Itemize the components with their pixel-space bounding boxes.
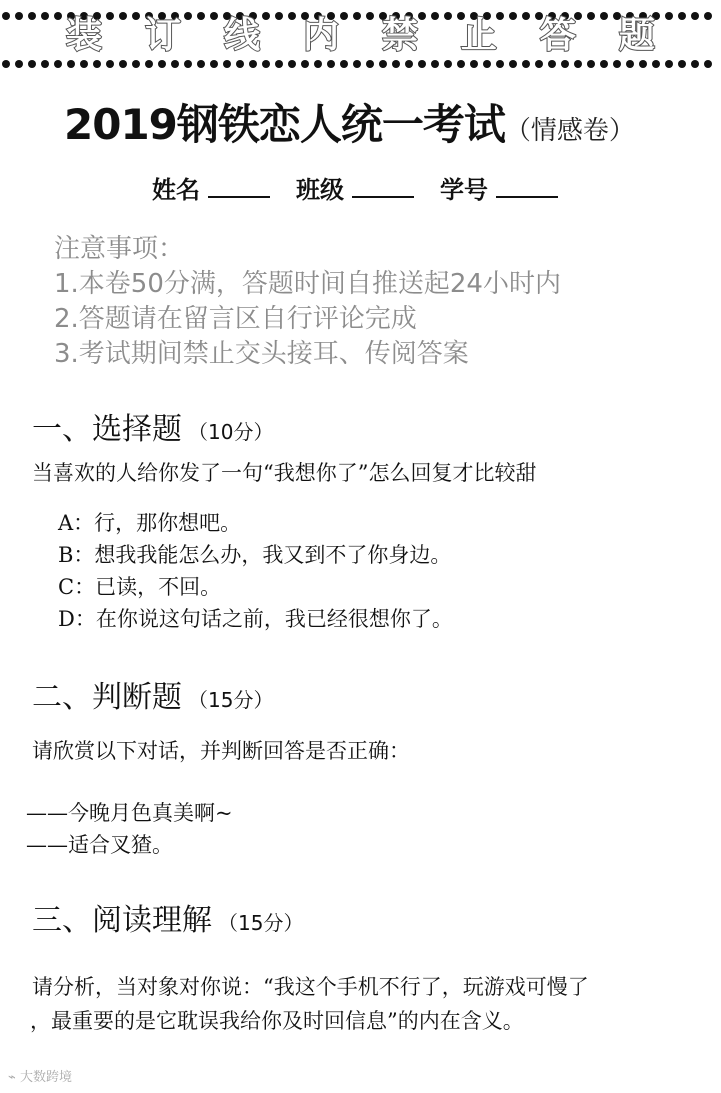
border-dot: [197, 60, 205, 68]
border-dot: [561, 60, 569, 68]
exam-title-main: 2019钢铁恋人统一考试: [64, 100, 505, 149]
border-dot: [184, 60, 192, 68]
border-dot: [665, 60, 673, 68]
border-dot: [704, 60, 712, 68]
border-dot: [93, 60, 101, 68]
border-dot: [444, 60, 452, 68]
border-dot: [353, 60, 361, 68]
border-dot: [366, 60, 374, 68]
binding-line-banner: [0, 14, 721, 58]
dialogue-line: ——今晚月色真美啊~: [26, 801, 233, 825]
border-dot: [340, 60, 348, 68]
border-dot: [509, 60, 517, 68]
border-dot: [470, 60, 478, 68]
section1-points: （10分）: [188, 420, 274, 444]
banner-char: 止: [460, 15, 497, 56]
section3-points: （15分）: [218, 911, 304, 935]
notes-item: 2.答题请在留言区自行评论完成: [54, 304, 417, 334]
banner-char: 装: [66, 15, 103, 56]
notes-heading: 注意事项：: [54, 234, 185, 264]
student-id-label: 学号: [440, 176, 488, 204]
border-dot: [15, 60, 23, 68]
border-dot: [288, 60, 296, 68]
border-dot: [574, 60, 582, 68]
watermark: [8, 1066, 72, 1085]
border-dot: [158, 60, 166, 68]
name-field[interactable]: [152, 170, 270, 205]
student-id-field[interactable]: [440, 170, 558, 205]
border-dot: [28, 60, 36, 68]
section2-title: 二、判断题: [32, 680, 182, 715]
banner-char: 答: [539, 15, 576, 56]
banner-char: 禁: [381, 15, 418, 56]
section1-heading: [32, 404, 273, 448]
option-a: A：行，那你想吧。: [58, 511, 242, 535]
border-dot: [418, 60, 426, 68]
border-dot: [314, 60, 322, 68]
section2-question: 请欣赏以下对话，并判断回答是否正确：: [32, 739, 410, 763]
border-dot: [262, 60, 270, 68]
option-c: C：已读，不回。: [58, 575, 222, 599]
border-dot: [691, 60, 699, 68]
border-dot: [496, 60, 504, 68]
border-dot: [2, 60, 10, 68]
border-dot: [54, 60, 62, 68]
section1-question: 当喜欢的人给你发了一句“我想你了”怎么回复才比较甜: [32, 461, 537, 485]
dotted-border-bottom: [0, 58, 721, 70]
border-dot: [132, 60, 140, 68]
border-dot: [483, 60, 491, 68]
border-dot: [548, 60, 556, 68]
class-label: 班级: [296, 176, 344, 204]
border-dot: [587, 60, 595, 68]
border-dot: [119, 60, 127, 68]
border-dot: [67, 60, 75, 68]
option-b: B：想我我能怎么办，我又到不了你身边。: [58, 543, 452, 567]
border-dot: [80, 60, 88, 68]
border-dot: [106, 60, 114, 68]
class-field[interactable]: [296, 170, 414, 205]
exam-notes: [54, 232, 561, 372]
name-label: 姓名: [152, 176, 200, 204]
border-dot: [431, 60, 439, 68]
border-dot: [223, 60, 231, 68]
border-dot: [600, 60, 608, 68]
border-dot: [236, 60, 244, 68]
border-dot: [613, 60, 621, 68]
student-id-blank[interactable]: [496, 172, 558, 198]
border-dot: [210, 60, 218, 68]
border-dot: [379, 60, 387, 68]
border-dot: [249, 60, 257, 68]
border-dot: [41, 60, 49, 68]
border-dot: [405, 60, 413, 68]
option-d: D：在你说这句话之前，我已经很想你了。: [58, 607, 453, 631]
banner-char: 订: [144, 15, 181, 56]
banner-char: 内: [302, 15, 339, 56]
notes-item: 1.本卷50分满，答题时间自推送起24小时内: [54, 269, 561, 299]
banner-char: 线: [223, 15, 260, 56]
section3-question-line: ，最重要的是它耽误我给你及时回信息”的内在含义。: [30, 1009, 524, 1033]
notes-item: 3.考试期间禁止交头接耳、传阅答案: [54, 339, 469, 369]
section3-title: 三、阅读理解: [32, 903, 212, 938]
border-dot: [301, 60, 309, 68]
dialogue-line: ——适合叉猹。: [26, 833, 173, 857]
border-dot: [639, 60, 647, 68]
border-dot: [457, 60, 465, 68]
border-dot: [145, 60, 153, 68]
watermark-logo-icon: ⌁: [8, 1070, 16, 1085]
exam-title: [64, 92, 635, 152]
section1-title: 一、选择题: [32, 412, 182, 447]
border-dot: [522, 60, 530, 68]
border-dot: [626, 60, 634, 68]
class-blank[interactable]: [352, 172, 414, 198]
border-dot: [171, 60, 179, 68]
border-dot: [392, 60, 400, 68]
section2-points: （15分）: [188, 688, 274, 712]
border-dot: [678, 60, 686, 68]
section3-heading: [32, 895, 303, 939]
watermark-text: 大数跨境: [19, 1070, 72, 1085]
section3-question-line: 请分析，当对象对你说：“我这个手机不行了，玩游戏可慢了: [32, 975, 589, 999]
border-dot: [275, 60, 283, 68]
border-dot: [327, 60, 335, 68]
banner-char: 题: [618, 15, 655, 56]
student-info-fields: [152, 170, 558, 205]
exam-title-sub: （情感卷）: [504, 116, 635, 146]
border-dot: [535, 60, 543, 68]
border-dot: [652, 60, 660, 68]
name-blank[interactable]: [208, 172, 270, 198]
section2-heading: [32, 672, 273, 716]
